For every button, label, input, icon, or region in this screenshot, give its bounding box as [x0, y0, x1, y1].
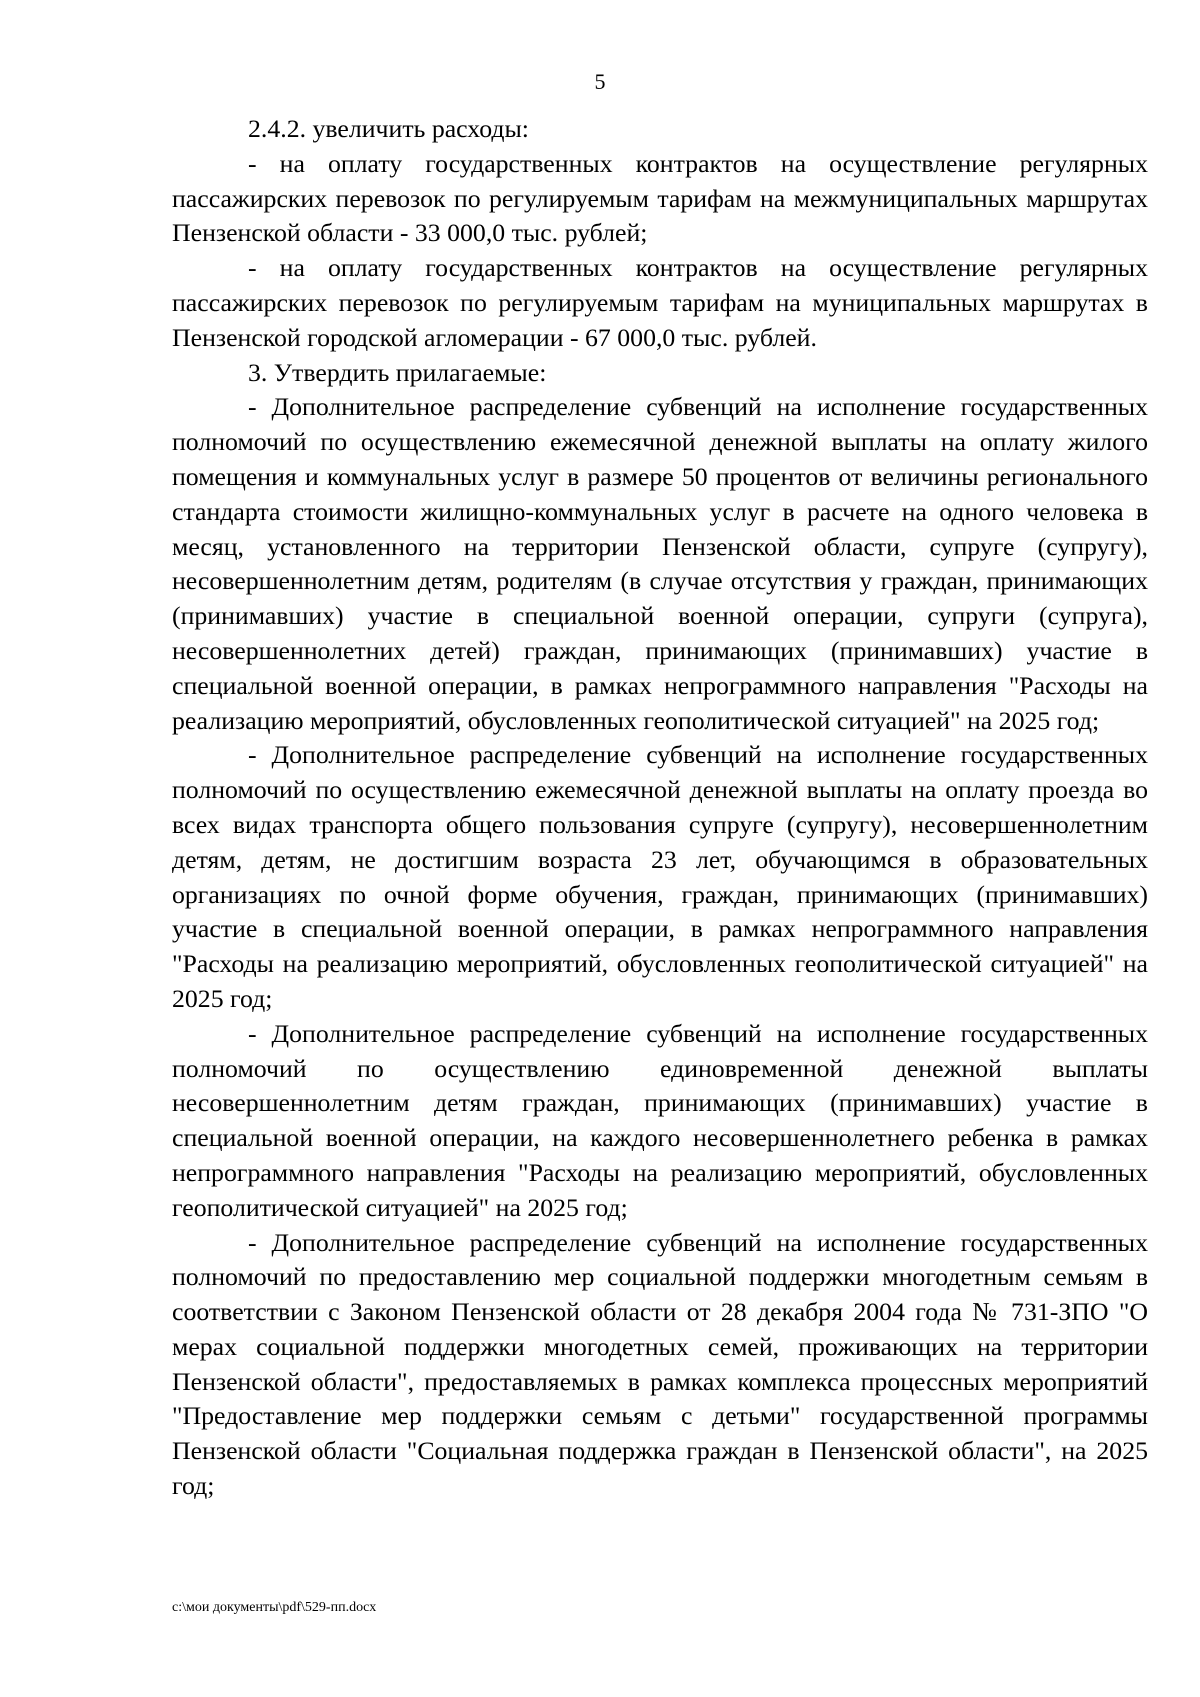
- page-number: 5: [594, 69, 606, 94]
- footer-file-path: c:\мои документы\pdf\529-пп.docx: [172, 1600, 377, 1615]
- document-body: [172, 112, 1148, 1504]
- paragraph-2-4-2-heading: 2.4.2. увеличить расходы:: [248, 114, 529, 143]
- paragraph-transport-payment: - Дополнительное распределение субвенций на исполнение государственных полномочий по осуществлению ежемесячной денежной выплаты на оплату проезда во всех видах транспорта общего пользования супруге (супругу), несовершеннолетним детям, детям, не достигшим возраста 23 лет, обучающимся в образовательных организациях по очной форме обучения, граждан, принимающих (принимавших) участие в специальной военной операции, в рамках непрограммного направления "Расходы на реализацию мероприятий, обусловленных геополитической ситуацией" на 2025 год;: [172, 740, 1148, 1013]
- paragraph-one-time-payment: - Дополнительное распределение субвенций на исполнение государственных полномочий по осуществлению единовременной денежной выплаты несовершеннолетним детям граждан, принимающих (принимавших) участие в специальной военной операции, на каждого несовершеннолетнего ребенка в рамках непрограммного направления "Расходы на реализацию мероприятий, обусловленных геополитической ситуацией" на 2025 год;: [172, 1018, 1148, 1222]
- paragraph-large-families: - Дополнительное распределение субвенций на исполнение государственных полномочий по предоставлению мер социальной поддержки многодетным семьям в соответствии с Законом Пензенской области от 28 декабря 2004 года № 731-ЗПО "О мерах социальной поддержки многодетных семей, проживающих на территории Пензенской области", предоставляемых в рамках комплекса процессных мероприятий "Предоставление мер поддержки семьям с детьми" государственной программы Пензенской области "Социальная поддержка граждан в Пензенской области", на 2025 год;: [172, 1227, 1148, 1501]
- paragraph-municipal-routes: - на оплату государственных контрактов на осуществление регулярных пассажирских перевозок по регулируемым тарифам на муниципальных маршрутах в Пензенской городской агломерации - 67 000,0 тыс. рублей.: [172, 253, 1148, 352]
- paragraph-3-approve: 3. Утвердить прилагаемые:: [248, 357, 547, 387]
- paragraph-intermunicipal-routes: - на оплату государственных контрактов на осуществление регулярных пассажирских перевозок по регулируемым тарифам на межмуниципальных маршрутах Пензенской области - 33 000,0 тыс. рублей;: [172, 148, 1148, 248]
- paragraph-housing-payment: - Дополнительное распределение субвенций на исполнение государственных полномочий по осуществлению ежемесячной денежной выплаты на оплату жилого помещения и коммунальных услуг в размере 50 процентов от величины регионального стандарта стоимости жилищно-коммунальных услуг в расчете на одного человека в месяц, установленного на территории Пензенской области, супруге (супругу), несовершеннолетним детям, родителям (в случае отсутствия у граждан, принимающих (принимавших) участие в специальной военной операции, супруги (супруга), несовершеннолетних детей) граждан, принимающих (принимавших) участие в специальной военной операции, в рамках непрограммного направления "Расходы на реализацию мероприятий, обусловленных геополитической ситуацией" на 2025 год;: [172, 392, 1148, 735]
